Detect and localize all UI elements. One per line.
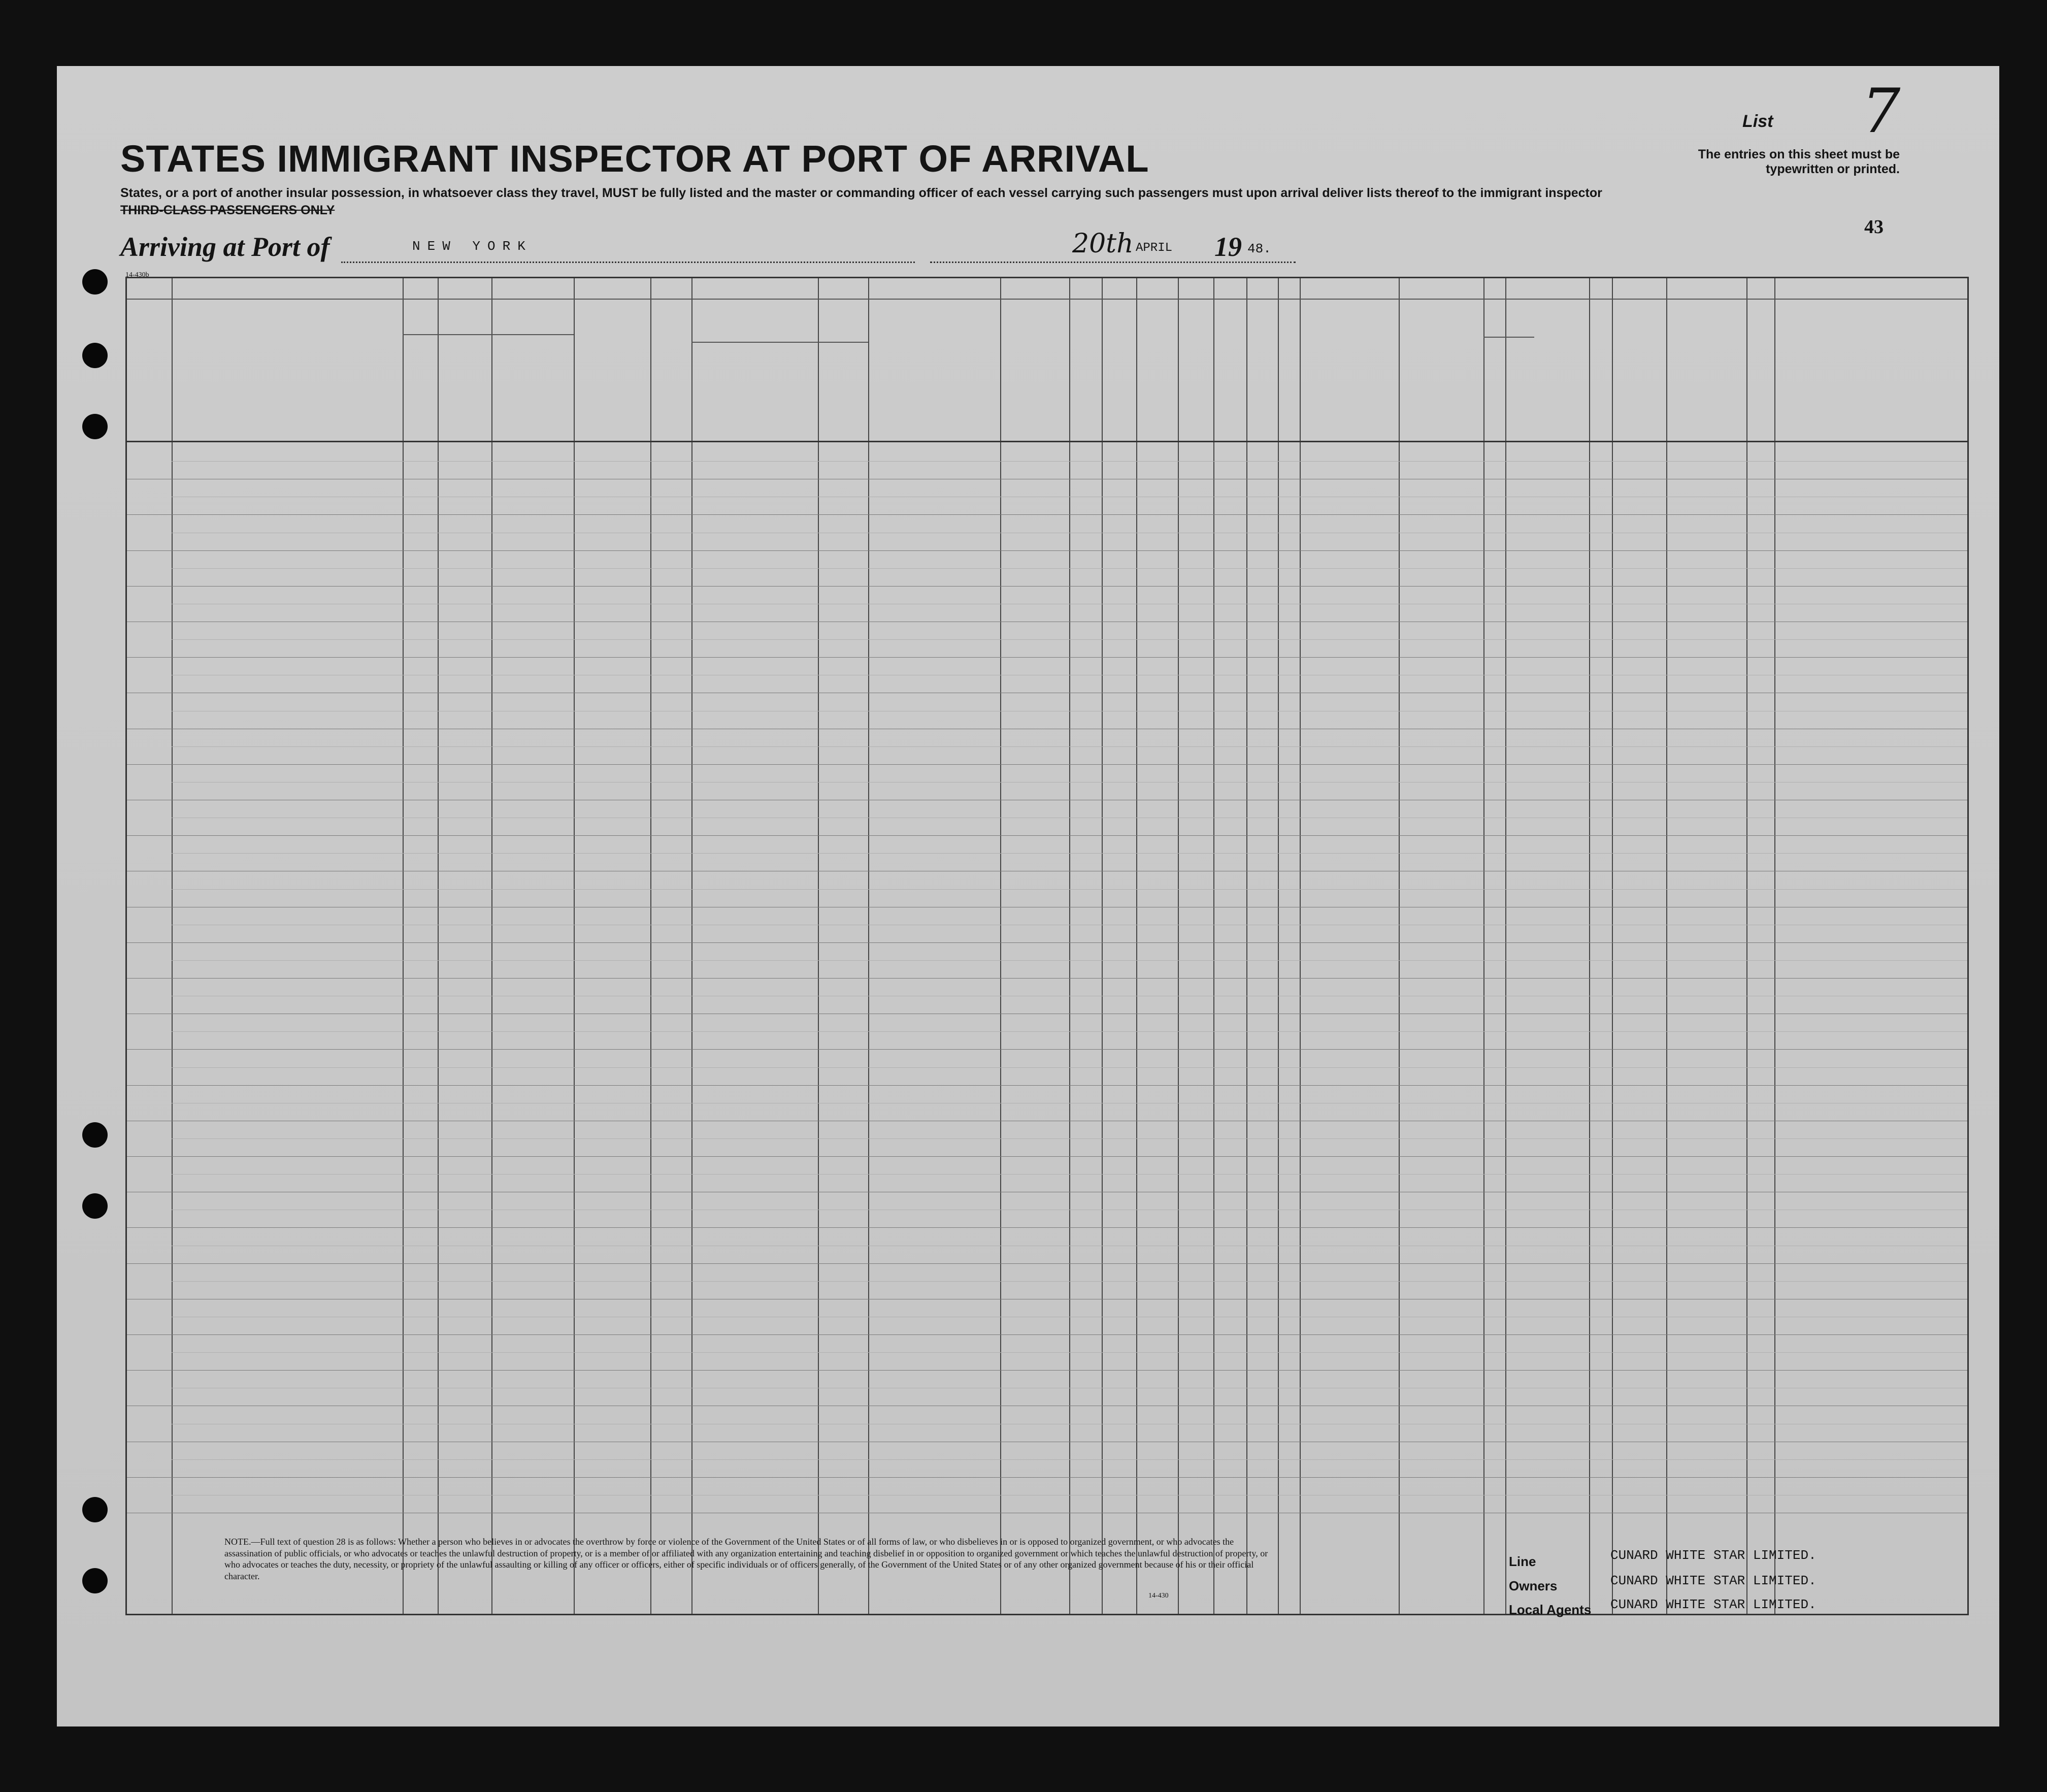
row-divider (127, 514, 1967, 515)
row-divider (127, 586, 1967, 587)
subheader-divider (403, 334, 574, 335)
class-note: THIRD-CLASS PASSENGERS ONLY (120, 203, 335, 217)
punch-hole (82, 1122, 108, 1148)
port-underline (341, 262, 915, 263)
owners-value: CUNARD WHITE STAR LIMITED. (1610, 1573, 1817, 1588)
row-guide (172, 889, 1967, 890)
row-guide (172, 1067, 1967, 1068)
subtitle: States, or a port of another insular possession, in whatsoever class they travel, MUST be fully listed and the master or commanding officer of each vessel carrying such passengers must upon arrival deliver lists thereof to the immigrant inspector (120, 186, 1602, 200)
punch-hole (82, 269, 108, 295)
page-title: STATES IMMIGRANT INSPECTOR AT PORT OF ARRIVAL (120, 138, 1149, 180)
header-bottom-divider (127, 441, 1967, 442)
row-divider (127, 1263, 1967, 1264)
row-divider (127, 978, 1967, 979)
punch-hole (82, 343, 108, 368)
row-guide (172, 1138, 1967, 1139)
date-month: APRIL (1136, 241, 1173, 255)
row-divider (127, 1334, 1967, 1335)
date-day: 20th (1072, 229, 1134, 259)
row-guide (172, 960, 1967, 961)
entries-note: The entries on this sheet must be typewritten or printed. (1698, 147, 1900, 176)
row-divider (127, 1049, 1967, 1050)
row-guide (172, 461, 1967, 462)
agents-label: Local Agents (1509, 1602, 1592, 1617)
row-guide (172, 782, 1967, 783)
year-suffix: 48. (1247, 241, 1271, 256)
row-guide (172, 1352, 1967, 1353)
header-number-divider (127, 299, 1967, 300)
row-divider (127, 550, 1967, 551)
question-28-note: NOTE.—Full text of question 28 is as follows: Whether a person who believes in or advocates the overthrow by force or violence of the Government of the United States or of all forms of law, or who disbelieves in or is opposed to organized government, or who advocates the assassination of public officials, or who advocates or teaches the unlawful destruction of property, or is a member of or affiliated with any organization entertaining and teaching disbelief in or opposition to organized government or which teaches the unlawful destruction of property, or who advocates or teaches the duty, necessity, or propriety of the unlawful assaulting or killing of any officer or officers, either of specific individuals or of officers generally, of the Government of the United States or of any other organized government because of his or their official character. (224, 1537, 1268, 1581)
list-label: List (1742, 112, 1773, 131)
row-divider (127, 1477, 1967, 1478)
row-guide (172, 568, 1967, 569)
row-divider (127, 1156, 1967, 1157)
row-guide (172, 639, 1967, 640)
subheader-divider (691, 342, 868, 343)
arriving-label: Arriving at Port of (120, 232, 330, 262)
row-divider (127, 657, 1967, 658)
line-label: Line (1509, 1554, 1536, 1569)
port-name: NEW YORK (412, 239, 533, 254)
row-divider (127, 942, 1967, 943)
footer-form-code: 14-430 (1148, 1592, 1169, 1600)
row-divider (127, 835, 1967, 836)
punch-hole (82, 1497, 108, 1522)
row-divider (127, 764, 1967, 765)
year-prefix: 19 (1214, 232, 1242, 262)
row-guide (172, 1459, 1967, 1460)
row-guide (172, 1174, 1967, 1175)
list-number: 7 (1862, 76, 1901, 147)
manifest-sheet (57, 66, 1999, 1726)
form-code: 14-430b (125, 271, 149, 279)
row-divider (127, 1370, 1967, 1371)
row-divider (127, 1227, 1967, 1228)
row-guide (172, 746, 1967, 747)
punch-hole (82, 414, 108, 439)
row-divider (127, 1085, 1967, 1086)
row-guide (172, 853, 1967, 854)
punch-hole (82, 1193, 108, 1219)
row-guide (172, 1281, 1967, 1282)
line-value: CUNARD WHITE STAR LIMITED. (1610, 1548, 1817, 1563)
row-guide (172, 1031, 1967, 1032)
subheader-divider (1483, 337, 1534, 338)
owners-label: Owners (1509, 1578, 1558, 1593)
agents-value: CUNARD WHITE STAR LIMITED. (1610, 1597, 1817, 1612)
sheet-number: 43 (1864, 216, 1884, 238)
punch-hole (82, 1568, 108, 1593)
manifest-table (125, 277, 1969, 1615)
